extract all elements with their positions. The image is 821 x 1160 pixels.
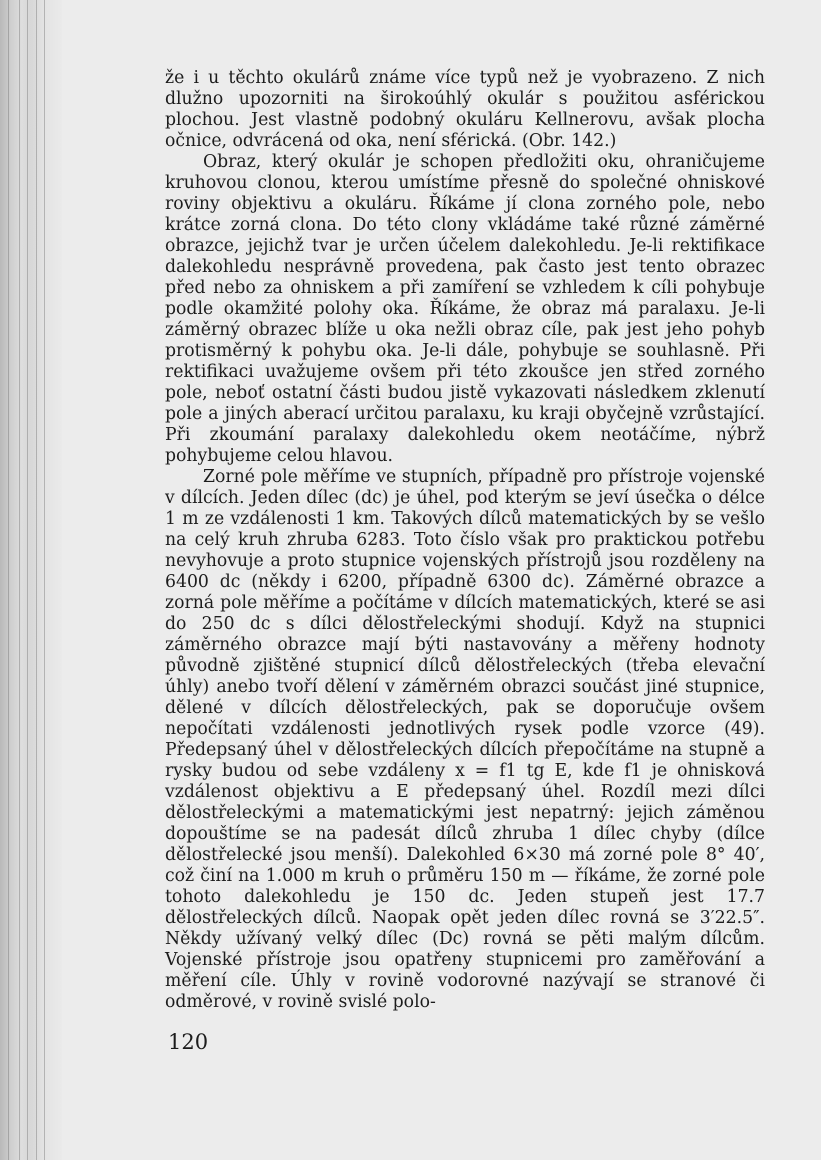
paragraph-2: Obraz, který okulár je schopen předložiti oku, ohraničujeme kruhovou clonou, kterou umístíme přesně do společné ohniskové roviny objektivu a okuláru. Říkáme jí clona zorného pole, nebo krátce zorná clona. Do této clony vkládáme také různé záměrné obrazce, jejichž tvar je určen účelem dalekohledu. Je-li rektifikace dalekohledu nesprávně provedena, pak často jest tento obrazec před nebo za ohniskem a při zamíření se vzhledem k cíli pohybuje podle okamžité polohy oka. Říkáme, že obraz má paralaxu. Je-li záměrný obrazec blíže u oka nežli obraz cíle, pak jest jeho pohyb protisměrný k pohybu oka. Je-li dále, pohybuje se souhlasně. Při rektifikaci uvažujeme ovšem při této zkoušce jen střed zorného pole, neboť ostatní části budou jistě vykazovati následkem zklenutí pole a jiných aberací určitou paralaxu, ku kraji obyčejně vzrůstající. Při zkoumání paralaxy dalekohledu okem neotáčíme, nýbrž pohybujeme celou hlavou.: [165, 152, 765, 466]
book-binding-gutter: [0, 0, 62, 1160]
body-text: [165, 68, 765, 1013]
paragraph-3: Zorné pole měříme ve stupních, případně pro přístroje vojenské v dílcích. Jeden dílec (dc) je úhel, pod kterým se jeví úsečka o délce 1 m ze vzdálenosti 1 km. Takových dílců matematických by se vešlo na celý kruh zhruba 6283. Toto číslo však pro praktickou potřebu nevyhovuje a proto stupnice vojenských přístrojů jsou rozděleny na 6400 dc (někdy i 6200, případně 6300 dc). Záměrné obrazce a zorná pole měříme a počítáme v dílcích matematických, které se asi do 250 dc s dílci dělostřeleckými shodují. Když na stupnici záměrného obrazce mají býti nastavovány a měřeny hodnoty původně zjištěné stupnicí dílců dělostřeleckých (třeba elevační úhly) anebo tvoří dělení v záměrném obrazci součást jiné stupnice, dělené v dílcích dělostřeleckých, pak se doporučuje ovšem nepočítati vzdálenosti jednotlivých rysek podle vzorce (49). Předepsaný úhel v dělostřeleckých dílcích přepočítáme na stupně a rysky budou od sebe vzdáleny x = f1 tg E, kde f1 je ohnisková vzdálenost objektivu a E předepsaný úhel. Rozdíl mezi dílci dělostřeleckými a matematickými jest nepatrný: jejich záměnou dopouštíme se na padesát dílců zhruba 1 dílec chyby (dílce dělostřelecké jsou menší). Dalekohled 6×30 má zorné pole 8° 40′, což činí na 1.000 m kruh o průměru 150 m — říkáme, že zorné pole tohoto dalekohledu je 150 dc. Jeden stupeň jest 17.7 dělostřeleckých dílců. Naopak opět jeden dílec rovná se 3′22.5″. Někdy užívaný velký dílec (Dc) rovná se pěti malým dílcům. Vojenské přístroje jsou opatřeny stupnicemi pro zaměřování a měření cíle. Úhly v rovině vodorovné nazývají se stranové či odměrové, v rovině svislé polo-: [165, 467, 765, 1012]
page-number: 120: [168, 1030, 209, 1054]
paragraph-1: že i u těchto okulárů známe více typů než je vyobrazeno. Z nich dlužno upozorniti na širokoúhlý okulár s použitou asférickou plochou. Jest vlastně podobný okuláru Kellnerovu, avšak plocha očnice, odvrácená od oka, není sférická. (Obr. 142.): [165, 68, 765, 151]
